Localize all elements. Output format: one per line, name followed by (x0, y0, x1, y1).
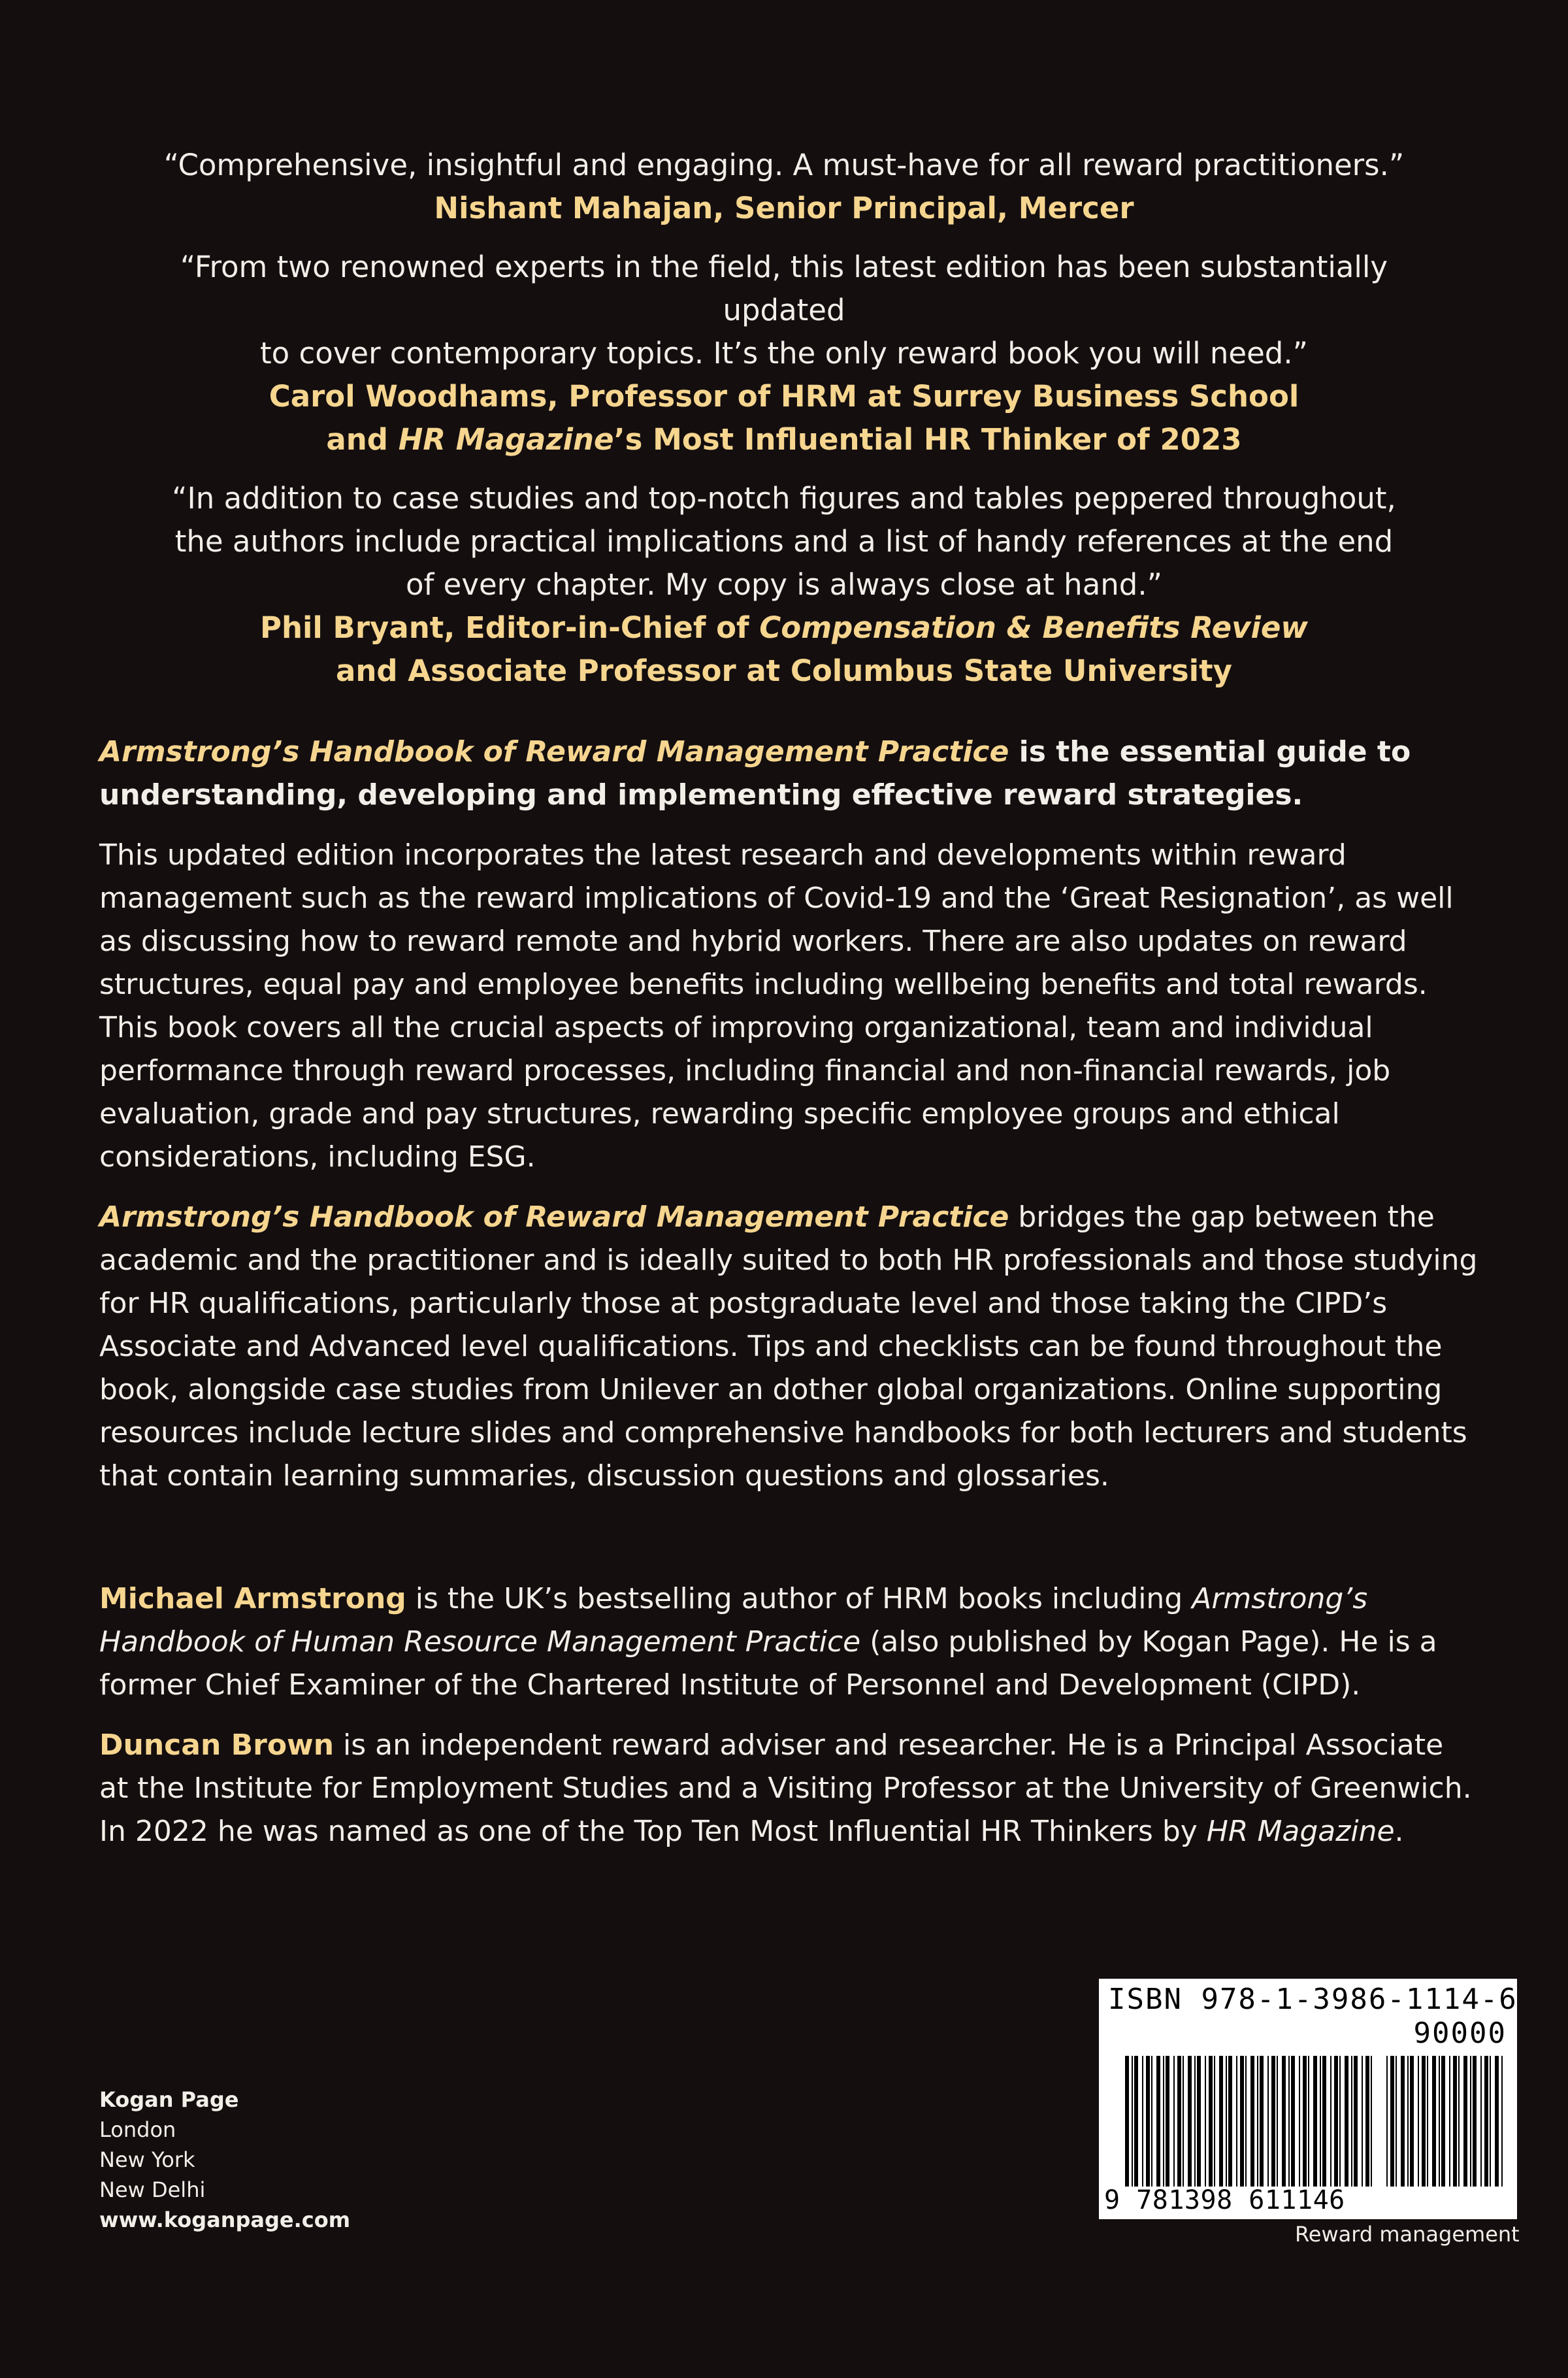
price-code: 90000 (1413, 2017, 1507, 2050)
barcode-bar (1351, 2056, 1352, 2187)
barcode-bar (1339, 2056, 1341, 2187)
barcode-bar (1410, 2056, 1414, 2187)
barcode-bar (1209, 2056, 1213, 2187)
author-bios (99, 1577, 1478, 1870)
lead-paragraph (99, 731, 1478, 817)
barcode-bar (1236, 2056, 1237, 2187)
barcode-bar (1371, 2056, 1372, 2187)
barcode-bar (1132, 2056, 1133, 2187)
barcode-bar (1480, 2056, 1482, 2187)
lead-text: is the essential guide to understanding, developing and implementing effective reward strategies. (99, 735, 1411, 812)
quote-attribution: and Associate Professor at Columbus State University (336, 653, 1232, 688)
bio-text: is an independent reward adviser and researcher. He is a Principal Associate at the Institute for Employment Studies and a Visiting Professor at the University of Greenwich. In 2022 he was named as one of the Top Ten Most Influential HR Thinkers by (99, 1728, 1472, 1848)
description-text: bridges the gap between the academic and the practitioner and is ideally suited to both HR professionals and those studying for HR qualifications, particularly those at postgraduate level and those taking the CIPD’s Associate and Advanced level qualifications. Tips and checklists can be found throughout the book, alongside case studies from Unilever an dother global organizations. Online supporting resources include lecture slides and comprehensive handbooks for both lecturers and students that contain learning summaries, discussion questions and glossaries. (99, 1200, 1478, 1493)
barcode-bar (1401, 2056, 1405, 2187)
barcode-bar (1166, 2056, 1169, 2187)
barcode-bar (1463, 2056, 1467, 2187)
quote-attribution: Nishant Mahajan, Senior Principal, Mercer (434, 191, 1134, 225)
barcode-bar (1163, 2056, 1164, 2187)
description-paragraph: This updated edition incorporates the latest research and developments within reward management such as the reward implications of Covid-19 and the ‘Great Resignation’, as well as discussing how to reward remote and hybrid workers. There are also updates on reward structures, equal pay and employee benefits including wellbeing benefits and total rewards. This book covers all the crucial aspects of improving organizational, team and individual performance through reward processes, including financial and non-financial rewards, job evaluation, grade and pay structures, rewarding specific employee groups and ethical considerations, including ESG. (99, 838, 1454, 1174)
barcode-bar (1308, 2056, 1309, 2187)
ean-digits: 9 781398 611146 (1104, 2185, 1345, 2215)
barcode-bar (1183, 2056, 1184, 2187)
bio-text: (also published by Kogan Page). He is a former Chief Examiner of the Chartered Institute of Personnel and Development (CIPD). (99, 1625, 1437, 1702)
barcode-bar (1313, 2056, 1317, 2187)
quote-text: “Comprehensive, insightful and engaging. A must-have for all reward practitioners.” (163, 148, 1405, 182)
barcode-bar (1441, 2056, 1445, 2187)
quote-text-line: of every chapter. My copy is always close at hand.” (406, 567, 1162, 602)
barcode-bar (1354, 2056, 1358, 2187)
barcode-bar (1142, 2056, 1143, 2187)
barcode-bar (1156, 2056, 1160, 2187)
author-bio (99, 1724, 1478, 1853)
barcode-bar (1173, 2056, 1175, 2187)
barcode-bar (1219, 2056, 1223, 2187)
barcode (1099, 1979, 1517, 2219)
barcode-bar (1439, 2056, 1440, 2187)
publisher-website: www.koganpage.com (99, 2207, 351, 2232)
isbn-number: ISBN 978-1-3986-1114-6 (1108, 1983, 1518, 2016)
barcode-bar (1197, 2056, 1201, 2187)
barcode-bar (1205, 2056, 1206, 2187)
barcode-bar (1299, 2056, 1300, 2187)
publisher-name: Kogan Page (99, 2087, 239, 2112)
barcode-bar (1330, 2056, 1331, 2187)
barcode-bar (1345, 2056, 1348, 2187)
barcode-bar (1453, 2056, 1457, 2187)
barcode-bar (1422, 2056, 1426, 2187)
barcode-bar (1267, 2056, 1269, 2187)
description-paragraph (99, 1196, 1478, 1498)
attr-part: and (326, 422, 399, 457)
barcode-bar (1386, 2056, 1388, 2187)
endorsement-1 (118, 144, 1450, 230)
barcode-bar (1288, 2056, 1290, 2187)
barcode-bar (1322, 2056, 1326, 2187)
barcode-bar (1228, 2056, 1232, 2187)
barcode-bars (1125, 2056, 1373, 2187)
barcode-bar (1495, 2056, 1499, 2187)
barcode-bar (1226, 2056, 1227, 2187)
quote-attribution: Carol Woodhams, Professor of HRM at Surrey Business School (269, 379, 1299, 414)
magazine-title: HR Magazine (398, 422, 614, 457)
barcode-bar (1320, 2056, 1321, 2187)
barcode-bar (1303, 2056, 1307, 2187)
barcode-bar (1134, 2056, 1138, 2187)
attr-part: Phil Bryant, Editor-in-Chief of (259, 610, 760, 645)
quote-attribution (118, 418, 1450, 461)
book-title: Armstrong’s Handbook of Human Resource Management Practice (99, 1582, 1368, 1659)
endorsement-2 (118, 246, 1450, 461)
book-description (99, 731, 1478, 1515)
barcode-bar (1214, 2056, 1215, 2187)
author-bio (99, 1577, 1478, 1707)
publisher-city: London (99, 2117, 176, 2142)
publisher-city: New Delhi (99, 2177, 206, 2202)
subject-category: Reward management (1295, 2222, 1520, 2247)
barcode-bar (1334, 2056, 1338, 2187)
barcode-bar (1240, 2056, 1244, 2187)
author-name: Duncan Brown (99, 1728, 335, 1762)
barcode-bar (1282, 2056, 1286, 2187)
barcode-bar (1407, 2056, 1409, 2187)
barcode-bar (1418, 2056, 1419, 2187)
journal-title: Compensation & Benefits Review (759, 610, 1309, 645)
barcode-bar (1396, 2056, 1397, 2187)
endorsement-3 (118, 477, 1450, 693)
barcode-bar (1470, 2056, 1471, 2187)
barcode-bar (1291, 2056, 1295, 2187)
barcode-bar (1177, 2056, 1181, 2187)
barcode-bar (1271, 2056, 1275, 2187)
barcode-bar (1277, 2056, 1278, 2187)
barcode-bar (1427, 2056, 1428, 2187)
barcode-bar (1125, 2056, 1129, 2187)
book-title: Armstrong’s Handbook of Reward Management Practice (99, 1200, 1009, 1234)
barcode-bar (1260, 2056, 1264, 2187)
barcode-bar (1490, 2056, 1491, 2187)
publisher-city: New York (99, 2147, 195, 2172)
barcode-bar (1484, 2056, 1488, 2187)
barcode-bar (1501, 2056, 1503, 2187)
barcode-bar (1188, 2056, 1192, 2187)
quote-text-line: “In addition to case studies and top-notch figures and tables peppered throughout, (172, 481, 1396, 516)
bio-text: . (1394, 1815, 1404, 1848)
attr-part: ’s Most Influential HR Thinker of 2023 (613, 422, 1242, 457)
quote-text-line: the authors include practical implications and a list of handy references at the end (174, 524, 1394, 559)
barcode-bar (1365, 2056, 1369, 2187)
barcode-bar (1245, 2056, 1247, 2187)
publisher-block (99, 2085, 350, 2235)
barcode-bar (1458, 2056, 1460, 2187)
barcode-bar (1390, 2056, 1394, 2187)
barcode-bar (1432, 2056, 1436, 2187)
barcode-addon-bars (1386, 2056, 1507, 2187)
barcode-bar (1473, 2056, 1477, 2187)
barcode-bar (1449, 2056, 1450, 2187)
barcode-bar (1151, 2056, 1152, 2187)
barcode-bar (1250, 2056, 1254, 2187)
quote-text-line: to cover contemporary topics. It’s the only reward book you will need.” (260, 336, 1308, 371)
bio-text: is the UK’s bestselling author of HRM books including (406, 1582, 1192, 1615)
endorsements (118, 144, 1450, 708)
magazine-title: HR Magazine (1206, 1815, 1395, 1848)
barcode-bar (1146, 2056, 1150, 2187)
barcode-bar (1257, 2056, 1258, 2187)
author-name: Michael Armstrong (99, 1582, 406, 1615)
quote-attribution (118, 606, 1450, 650)
barcode-bar (1194, 2056, 1196, 2187)
quote-text-line: “From two renowned experts in the field, this latest edition has been substantially updated (180, 250, 1388, 327)
barcode-bar (1362, 2056, 1363, 2187)
book-title: Armstrong’s Handbook of Reward Management Practice (99, 735, 1009, 768)
